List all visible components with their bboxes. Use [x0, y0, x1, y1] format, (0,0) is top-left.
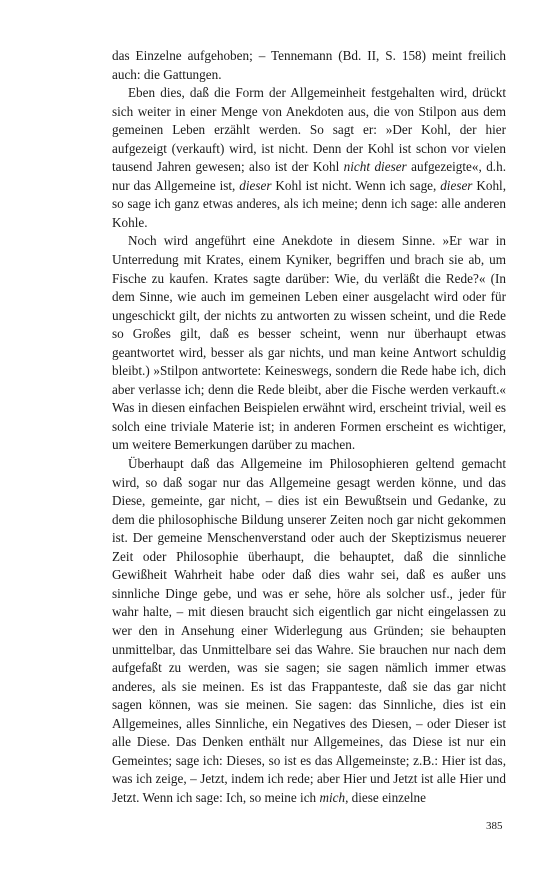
paragraph-4 — [112, 455, 506, 807]
paragraph-1 — [112, 47, 506, 84]
text-run: Kohl ist nicht. Wenn ich sage, — [271, 177, 441, 193]
text-run: Noch wird angeführt eine Anekdote in diesem Sinne. »Er war in Unterredung mit Krates, einem Kyniker, begriffen und brach sie ab, um Fische zu kaufen. Krates sagte darüber: Wie, du verläßt die Rede?« (In dem Sinne, wie auch im gemeinen Leben einer ausgelacht wird oder für ungeschickt gilt, der nichts zu antworten zu wissen scheint, und die Rede so Großes gilt, daß es besser scheint, wenn nur überhaupt etwas geantwortet wird, besser als gar nichts, und man keine Antwort schuldig bleibt.) »Stilpon antwortete: Keineswegs, sondern die Rede habe ich, dich aber verlasse ich; denn die Rede bleibt, aber die Fische werden verkauft.« Was in diesen einfachen Beispielen erwähnt wird, erscheint trivial, weil es solch eine triviale Materie ist; in anderen Formen erscheint es wichtiger, um weitere Bemerkungen darüber zu machen. — [112, 233, 506, 453]
page-number: 385 — [486, 820, 503, 832]
text-run: das Einzelne aufgehoben; – Tennemann (Bd. II, S. 158) meint freilich auch: die Gattungen. — [112, 48, 506, 82]
emphasis-text: mich — [319, 789, 346, 805]
emphasis-text: dieser — [239, 177, 272, 193]
text-run: aufgezeigte«, d.h. nur das Allgemeine ist, — [112, 159, 506, 193]
text-run: Kohl, so sage ich ganz etwas anderes, als ich meine; denn ich sage: alle anderen Kohle. — [112, 177, 506, 230]
emphasis-text: nicht dieser — [343, 159, 407, 175]
emphasis-text: dieser — [440, 177, 473, 193]
paragraph-2 — [112, 84, 506, 232]
text-run: , diese einzelne — [345, 789, 426, 805]
page-text-block — [112, 47, 506, 807]
text-run: Eben dies, daß die Form der Allgemeinheit festgehalten wird, drückt sich weiter in einer Menge von Anekdoten aus, die von Stilpon aus dem gemeinen Leben erzählt werden. So sagt er: »Der Kohl, der hier aufgezeigt (verkauft) wird, ist nicht. Denn der Kohl ist schon vor vielen tausend Jahren gewesen; also ist der Kohl — [112, 85, 506, 175]
paragraph-3 — [112, 232, 506, 455]
text-run: Überhaupt daß das Allgemeine im Philosophieren geltend gemacht wird, so daß sogar nur das Allgemeine gesagt werden könne, und das Diese, gemeinte, gar nicht, – dies ist ein Bewußtsein und Gedanke, zu dem die philosophische Bildung unserer Zeiten noch gar nicht gekommen ist. Der gemeine Menschenverstand oder auch der Skeptizismus neuerer Zeit oder Philosophie überhaupt, die behauptet, daß die sinnliche Gewißheit Wahrheit habe oder daß dies wahr sei, daß es außer uns sinnliche Dinge gebe, und was er sehe, höre als solcher usf., jeder für wahr halte, – mit diesen braucht sich eigentlich gar nicht eingelassen zu wer den in Ansehung einer Widerlegung aus Gründen; sie behaupten unmittelbar, das Unmittelbare sei das Wahre. Sie brauchen nur nach dem aufgefaßt zu werden, was sie sagen; sie sagen nämlich immer etwas anderes, als sie meinen. Es ist das Frappanteste, daß sie das gar nicht sagen können, was sie meinen. Sie sagen: das Sinnliche, dies ist ein Allgemeines, alles Sinnliche, ein Negatives des Diesen, – oder Dieser ist alle Diese. Das Denken enthält nur Allgemeines, das Diese ist nur ein Gemeintes; sage ich: Dieses, so ist es das Allgemeinste; z.B.: Hier ist das, was ich zeige, – Jetzt, indem ich rede; aber Hier und Jetzt ist alle Hier und Jetzt. Wenn ich sage: Ich, so meine ich — [112, 456, 506, 805]
